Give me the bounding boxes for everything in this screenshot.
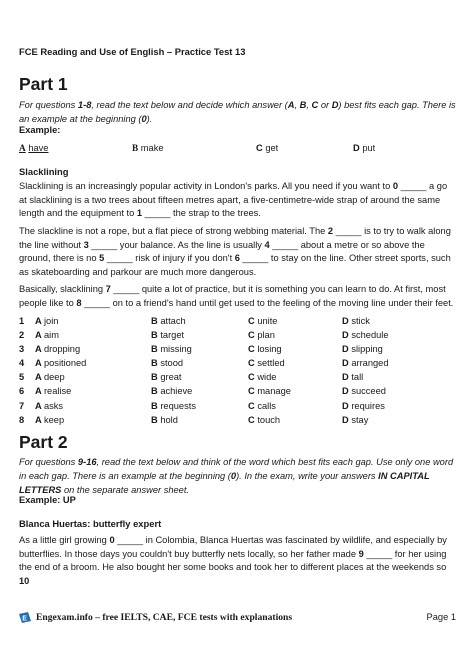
text-segment: _____ in Colombia, Blanca Huertas was fascinated by wildlife, and especially by butterflies. In those days you couldn't buy butterfly nets locally, so her father made: [19, 535, 447, 559]
bold-text-segment: C: [311, 100, 319, 110]
text-segment: or: [318, 100, 332, 110]
option-d: D stick: [342, 316, 370, 326]
bold-text-segment: A: [287, 100, 295, 110]
svg-text:E: E: [22, 615, 27, 623]
part1-paragraph-1: [19, 180, 457, 221]
text-segment: _____ your balance. As the line is usually: [88, 239, 265, 250]
part1-text-title: Slacklining: [19, 166, 69, 177]
bold-text-segment: 7: [105, 284, 111, 294]
option-b: B attach: [151, 316, 186, 326]
bold-text-segment: 1: [136, 208, 143, 218]
part1-options-table: [19, 316, 459, 429]
bold-text-segment: 0: [392, 181, 399, 191]
part1-paragraph-3: [19, 283, 457, 310]
bold-text-segment: 6: [234, 253, 240, 263]
text-segment: As a little girl growing: [19, 535, 110, 545]
text-segment: _____ risk of injury if you don't: [104, 253, 235, 263]
text-segment: on the separate answer sheet.: [61, 485, 190, 495]
option-c: C wide: [248, 372, 277, 383]
document-header: FCE Reading and Use of English – Practice Test 13: [19, 46, 246, 57]
part2-instructions: [19, 455, 459, 497]
options-row: [19, 415, 459, 429]
question-number: 5: [19, 372, 25, 383]
part1-title: Part 1: [19, 74, 68, 94]
options-row: [19, 330, 459, 344]
text-segment: _____ on to a friend's hand until get used to the feeling of the moving line under their feet.: [81, 297, 454, 308]
option-d: D arranged: [342, 358, 389, 369]
bold-text-segment: 5: [99, 253, 105, 263]
option-c: C calls: [248, 400, 276, 411]
text-segment: ).: [146, 114, 153, 124]
example-option-a: A have: [19, 143, 49, 154]
text-segment: ,: [306, 100, 312, 110]
question-number: 6: [19, 386, 25, 397]
options-row: [19, 401, 459, 415]
option-d: D requires: [342, 400, 385, 411]
options-row: [19, 372, 459, 386]
text-segment: ,: [294, 100, 300, 110]
question-number: 7: [19, 400, 25, 411]
option-c: C settled: [248, 358, 285, 369]
option-d: D tall: [342, 372, 364, 383]
bold-text-segment: 10: [19, 575, 30, 586]
option-a: A join: [35, 316, 59, 326]
option-c: C plan: [248, 330, 275, 341]
part2-example-label: Example: UP: [19, 495, 76, 505]
option-d: D stay: [342, 414, 369, 425]
options-row: [19, 316, 459, 330]
option-b: B great: [151, 372, 182, 383]
part1-instructions: [19, 98, 459, 126]
text-segment: _____ quite a lot of practice, but it is something you can learn to do. At first, most people like to: [19, 284, 446, 308]
option-c: C unite: [248, 316, 278, 326]
bold-text-segment: 3: [83, 239, 89, 250]
engexam-logo-icon: [19, 612, 31, 623]
option-a: A deep: [35, 372, 65, 383]
option-b: B hold: [151, 414, 178, 425]
bold-text-segment: 0: [141, 114, 147, 124]
document-footer: [19, 612, 456, 626]
text-segment: _____ a go at slacklining is a two trees about fifteen metres apart, a five-centimetre-wide strap of around the same length and the equipment to: [19, 181, 448, 218]
text-segment: , read the text below and think of the word which best fits each gap. Use only one word in each gap. There is an example at the beginning (: [19, 457, 454, 481]
question-number: 4: [19, 358, 25, 369]
options-row: [19, 344, 459, 358]
bold-text-segment: 0: [109, 535, 115, 545]
option-c: C touch: [248, 414, 281, 425]
bold-text-segment: IN CAPITAL LETTERS: [19, 471, 430, 495]
option-c: C losing: [248, 344, 282, 355]
text-segment: _____ is to try to walk along the line without: [19, 226, 451, 250]
bold-text-segment: B: [299, 100, 307, 110]
text-segment: _____ about a metre or so above the ground, there is no: [19, 239, 425, 263]
question-number: 3: [19, 344, 25, 355]
part2-title: Part 2: [19, 432, 68, 452]
text-segment: , read the text below and decide which answer (: [91, 100, 288, 110]
text-segment: Basically, slacklining: [19, 284, 106, 294]
text-segment: ). In the exam, write your answers: [236, 471, 379, 481]
example-option-d: D put: [353, 143, 376, 153]
option-c: C manage: [248, 386, 291, 397]
text-segment: _____ for her using the end of a broom. He also bought her some books and took her to different places at the weekends so: [19, 548, 447, 572]
part1-example-label: Example:: [19, 125, 61, 135]
option-b: B missing: [151, 344, 192, 355]
option-a: A keep: [35, 414, 65, 425]
bold-text-segment: 8: [76, 297, 82, 308]
part2-text-title: Blanca Huertas: butterfly expert: [19, 518, 162, 529]
option-b: B target: [151, 330, 185, 341]
example-option-c: C get: [256, 143, 279, 153]
part1-paragraph-2: [19, 225, 457, 279]
text-segment: ) best fits each gap. There is an example at the beginning (: [19, 100, 456, 124]
text-segment: For questions: [19, 457, 78, 467]
option-b: B achieve: [151, 386, 193, 397]
option-a: A positioned: [35, 358, 87, 369]
text-segment: The slackline is not a rope, but a flat piece of strong webbing material. The: [19, 226, 328, 236]
options-row: [19, 386, 459, 400]
bold-text-segment: 2: [327, 226, 334, 236]
example-option-b: B make: [132, 143, 164, 154]
bold-text-segment: 9: [358, 548, 364, 559]
options-row: [19, 358, 459, 372]
text-segment: _____ to stay on the line. Other street sports, such as skateboarding and parkour are much more dangerous.: [19, 253, 451, 277]
text-segment: Slacklining is an increasingly popular activity in London's parks. All you need if you want to: [19, 181, 393, 191]
bold-text-segment: 4: [264, 239, 270, 250]
bold-text-segment: 1-8: [77, 100, 92, 110]
option-b: B requests: [151, 400, 196, 411]
option-d: D slipping: [342, 344, 383, 355]
footer-site-link[interactable]: Engexam.info – free IELTS, CAE, FCE tests with explanations: [36, 612, 293, 623]
question-number: 2: [19, 330, 25, 341]
text-segment: _____ the strap to the trees.: [142, 208, 261, 218]
option-a: A dropping: [35, 344, 81, 355]
option-a: A asks: [35, 400, 64, 411]
option-a: A realise: [35, 386, 72, 397]
question-number: 1: [19, 316, 25, 326]
bold-text-segment: D: [331, 100, 339, 110]
question-number: 8: [19, 414, 25, 425]
text-segment: For questions: [19, 100, 78, 110]
part2-paragraph: [19, 534, 457, 588]
bold-text-segment: 0: [230, 471, 237, 481]
option-d: D succeed: [342, 386, 386, 397]
bold-text-segment: 9-16: [77, 457, 97, 467]
option-a: A aim: [35, 330, 59, 341]
page-number: Page 1: [426, 612, 456, 622]
option-b: B stood: [151, 358, 184, 369]
option-d: D schedule: [342, 330, 389, 341]
